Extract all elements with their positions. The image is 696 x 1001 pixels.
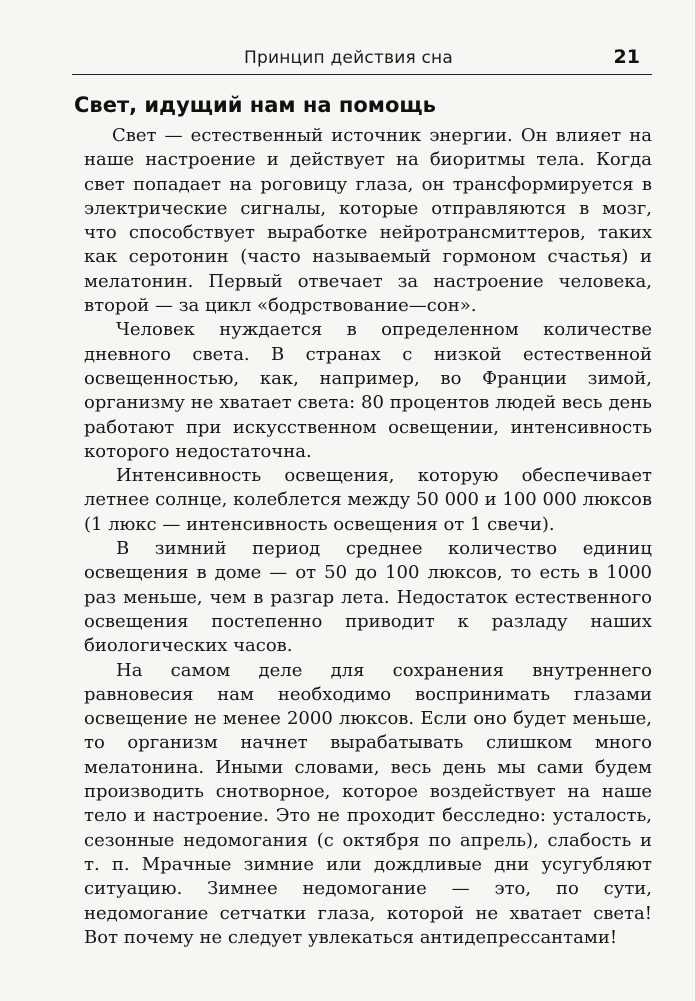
paragraph: Интенсивность освещения, которую обеспечивает летнее солнце, колеблется между 50 000 и 100 000 люксов (1 люкс — интенсивность освещения от 1 свечи).: [84, 465, 652, 535]
paragraph: В зимний период среднее количество единиц освещения в доме — от 50 до 100 люксов, то есть в 1000 раз меньше, чем в разгар лета. Недостаток естественного освещения постепенно приводит к разладу наших биологических часов.: [84, 538, 652, 657]
chapter-title: Принцип действия сна: [244, 48, 453, 68]
header-rule: [72, 74, 652, 75]
paragraph: Человек нуждается в определенном количестве дневного света. В странах с низкой естественной освещенностью, как, например, во Франции зимой, организму не хватает света: 80 процентов людей весь день работают при искусственном освещении, интенсивность которого недостаточна.: [84, 319, 652, 462]
paragraph: Свет — естественный источник энергии. Он влияет на наше настроение и действует на биоритмы тела. Когда свет попадает на роговицу глаза, он трансформируется в электрические сигналы, которые отправляются в мозг, что способствует выработке нейротрансмиттеров, таких как серотонин (часто называемый гормоном счастья) и мелатонин. Первый отвечает за настроение человека, второй — за цикл «бодрствование—сон».: [84, 125, 652, 317]
page-number: 21: [613, 46, 640, 68]
section-heading: Свет, идущий нам на помощь: [74, 93, 436, 117]
running-head: [0, 0, 696, 78]
paragraph: На самом деле для сохранения внутреннего равновесия нам необходимо воспринимать глазами освещение не менее 2000 люксов. Если оно будет меньше, то организм начнет вырабатывать слишком много мелатонина. Иными словами, весь день мы сами будем производить снотворное, которое воздействует на наше тело и настроение. Это не проходит бесследно: усталость, сезонные недомогания (с октября по апрель), слабость и т. п. Мрачные зимние или дождливые дни усугубляют ситуацию. Зимнее недомогание — это, по сути, недомогание сетчатки глаза, которой не хватает света! Вот почему не следует увлекаться антидепрессантами!: [84, 659, 652, 948]
body-text: [84, 124, 652, 950]
